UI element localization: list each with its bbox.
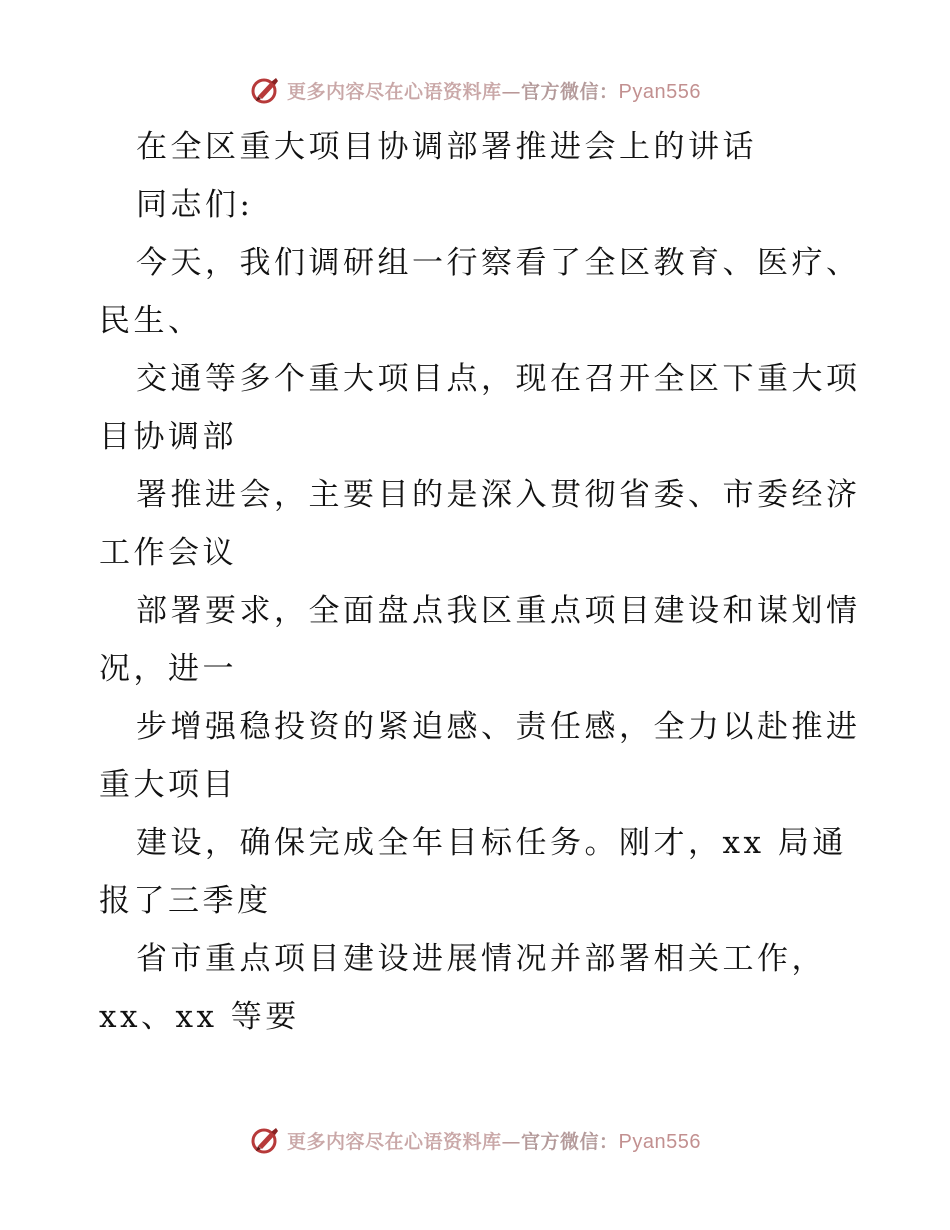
document-title: 在全区重大项目协调部署推进会上的讲话 [136,129,757,165]
watermark-dash: — [501,80,522,103]
paragraph-line: 重大项目 [99,767,237,803]
header-watermark-banner [0,70,950,110]
paragraph-line: xx、xx 等要 [99,999,300,1035]
paragraph-line: 报了三季度 [99,883,272,919]
pen-logo-icon [249,74,281,106]
paragraph-line: 今天，我们调研组一行察看了全区教育、医疗、 [136,245,861,281]
paragraph-line: 民生、 [99,303,203,339]
watermark-wechat-id: Pyan556 [618,80,701,103]
paragraph-line: 省市重点项目建设进展情况并部署相关工作， [136,941,826,977]
salutation: 同志们: [136,187,254,223]
paragraph-line: 目协调部 [99,419,237,455]
watermark-wechat-label: 官方微信： [521,80,619,103]
watermark-dash: — [501,1130,522,1153]
watermark-wechat-label: 官方微信： [521,1130,619,1153]
paragraph-line: 工作会议 [99,535,237,571]
paragraph-line: 步增强稳投资的紧迫感、责任感，全力以赴推进 [136,709,861,745]
watermark-text [287,1127,701,1154]
paragraph-line: 交通等多个重大项目点，现在召开全区下重大项 [136,361,861,397]
footer-watermark-banner [0,1120,950,1160]
paragraph-line: 署推进会，主要目的是深入贯彻省委、市委经济 [136,477,861,513]
watermark-text [287,77,701,104]
watermark-main-text: 更多内容尽在心语资料库 [287,1130,502,1153]
watermark-wechat-id: Pyan556 [618,1130,701,1153]
paragraph-line: 部署要求，全面盘点我区重点项目建设和谋划情 [136,593,861,629]
watermark-main-text: 更多内容尽在心语资料库 [287,80,502,103]
paragraph-line: 建设，确保完成全年目标任务。刚才，xx 局通 [136,825,847,861]
paragraph-line: 况，进一 [99,651,237,687]
pen-logo-icon [249,1124,281,1156]
